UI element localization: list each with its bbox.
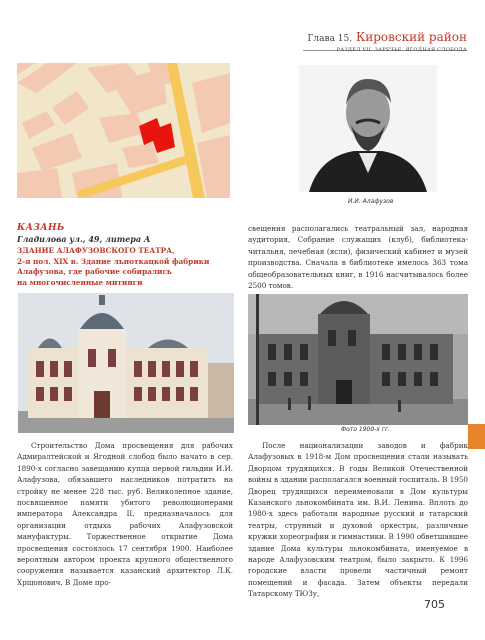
entry-address: Гладилова ул., 49, литера А (17, 234, 151, 244)
entry-title-line: 2-я пол. XIX в. Здание льноткацкой фабрики (17, 256, 210, 266)
section-heading: РАЗДЕЛ VII. ЗАРЕЧЬЕ. ЯГОДНАЯ СЛОБОДА (336, 47, 467, 53)
entry-title-line: на многочисленные митинги (17, 277, 143, 287)
body-text-left: Строительство Дома просвещения для рабочих Адмиралтейской и Ягодной слобод было начато в сер. 1890-х согласно завещанию купца первой гильдии И.И. Алафузова, обязавшего наследников потратить на стройку не менее 228 тыс. руб. Великолепное здание, посвященное памяти убитого революционерами императора Александра II, предназначалось для организации отдыха рабочих Алафузовской мануфактуры. Торжественное открытие Дома просвещения состоялось 17 сентября 1900. Наиболее вероятным автором проекта крупного общественного сооружения называется казанский архитектор Л.К. Хрщонович. В Доме про- (17, 441, 233, 587)
location-map (17, 63, 230, 198)
historic-photo-caption: Фото 1900-х гг. (341, 426, 391, 433)
entry-city: КАЗАНЬ (17, 223, 65, 233)
page-number: 705 (424, 598, 445, 611)
chapter-number: Глава 15. (307, 34, 353, 44)
entry-title-line: ЗДАНИЕ АЛАФУЗОВСКОГО ТЕАТРА, (17, 246, 175, 255)
chapter-title: Кировский район (355, 30, 467, 44)
body-text-right-bottom: После национализации заводов и фабрик Алафузовых в 1918-м Дом просвещения стали называть Дворцом трудящихся. В годы Великой Отечественной войны в здании располагался военный госпиталь. В 1950 Дворец трудящихся переименовали в Дом культуры Казанского льнокомбината им. В.И. Ленина. Вплоть до 1980-х здесь работали народные русский и татарский театры, струнный и духовой оркестры, различные кружки хореографии и гимнастики. В 1990 обветшавшее здание Дома культуры льнокомбината, именуемое в народе Алафузовским театром, было закрыто. К 1996 городские власти провели частичный ремонт помещений и фасада. Затем объекты передали Татарскому ТЮЗу, (248, 441, 468, 599)
chapter-heading (307, 30, 467, 44)
portrait-caption: И.И. Алафузов (348, 198, 394, 205)
building-photo-modern (18, 293, 234, 433)
building-photo-historic (248, 294, 468, 425)
body-text-right-top: свещения располагались театральный зал, народная аудитория, Собрание служащих (клуб), библиотека-читальня, лечебная (ясли), физический кабинет и музей производства. Сначала в библиотеке имелось 363 тома общеобразовательных книг, в 1916 насчитывалось более 2500 томов. (248, 224, 468, 291)
portrait-photo (299, 65, 437, 192)
entry-title (17, 246, 227, 288)
section-marker-tab (468, 424, 485, 449)
entry-title-line: Алафузова, где рабочие собирались (17, 267, 172, 276)
